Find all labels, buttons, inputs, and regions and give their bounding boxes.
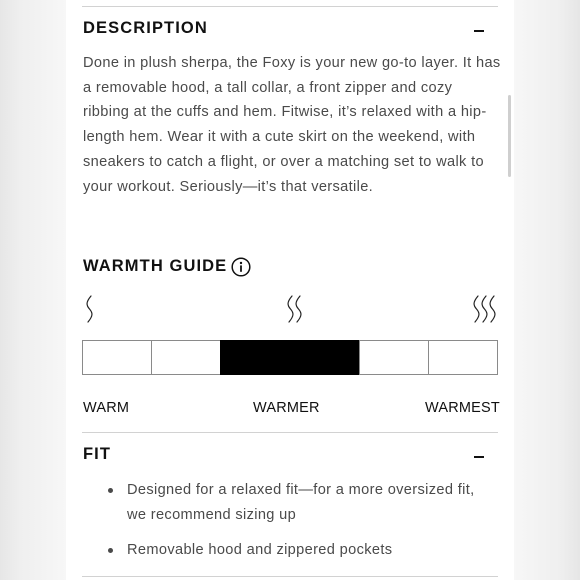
section-divider (82, 576, 498, 577)
warmth-guide-heading: WARMTH GUIDE (83, 257, 228, 275)
fit-collapse-icon[interactable] (474, 456, 484, 458)
list-item (108, 478, 488, 528)
list-item (108, 538, 488, 563)
section-divider (82, 432, 498, 433)
heat-wave-2-icon (285, 294, 305, 324)
description-text: Done in plush sherpa, the Foxy is your new go-to layer. It has a removable hood, a tall collar, a front zipper and cozy ribbing at the cuffs and hem. Fitwise, it’s relaxed with a hip-length hem. Wear it with a cute skirt on the weekend, with sneakers to catch a flight, or over a matching set to walk to your workout. Seriously—it’s that versatile. (83, 55, 501, 195)
warmth-segment (359, 340, 428, 375)
fit-list (108, 478, 488, 563)
description-heading[interactable]: DESCRIPTION (83, 19, 208, 37)
warmth-segment (428, 340, 498, 375)
warmth-label-warm: WARM (83, 400, 130, 416)
scrollbar-thumb[interactable] (508, 95, 511, 177)
warmth-meter (82, 340, 498, 375)
warmth-label-warmest: WARMEST (425, 400, 500, 416)
description-collapse-icon[interactable] (474, 30, 484, 32)
fit-item-text: Designed for a relaxed fit—for a more oversized fit, we recommend sizing up (127, 482, 475, 523)
warmth-segment-filled (290, 340, 359, 375)
fit-item-text: Removable hood and zippered pockets (127, 542, 393, 558)
fit-heading[interactable]: FIT (83, 445, 112, 463)
warmth-segment-filled (220, 340, 289, 375)
bullet-icon (108, 488, 113, 493)
section-divider (82, 6, 498, 7)
warmth-segment (82, 340, 151, 375)
warmth-segment (151, 340, 220, 375)
heat-wave-1-icon (84, 294, 96, 324)
info-circle-icon[interactable] (231, 257, 251, 277)
bullet-icon (108, 548, 113, 553)
warmth-label-warmer: WARMER (253, 400, 320, 416)
heat-wave-3-icon (471, 294, 498, 324)
